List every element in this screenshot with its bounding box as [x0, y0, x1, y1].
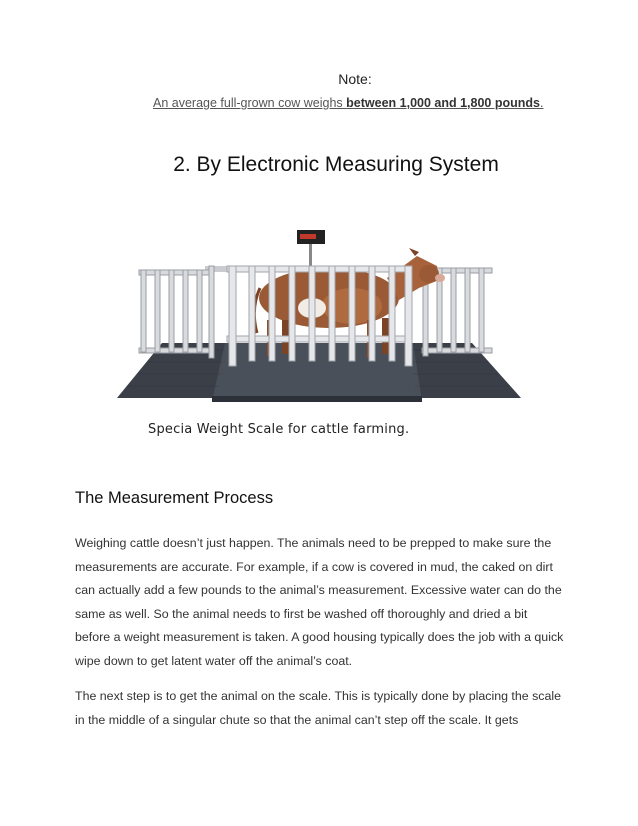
section-title: 2. By Electronic Measuring System: [173, 153, 499, 176]
paragraph-2: The next step is to get the animal on the scale. This is typically done by placing the scale in the middle of a singular chute so that the animal can’t step off the scale. It gets: [75, 689, 562, 727]
note-bold-text: between 1,000 and 1,800 pounds: [346, 96, 540, 110]
note-title: Note:: [338, 71, 372, 87]
note-text: An average full-grown cow weighs: [153, 96, 347, 110]
note-text-end: .: [539, 96, 544, 110]
paragraph-1: Weighing cattle doesn’t just happen. The animals need to be prepped to make sure the measurements are accurate. For example, if a cow is covered in mud, the caked on dirt can actually add a few pounds to the animal’s measurement. Excessive water can do the same as well. So the animal needs to first be washed off thoroughly and dried a bit before a weight measurement is taken. A good housing typically does the job with a quick wipe down to get latent water off the animal’s coat.: [75, 536, 564, 668]
note-link[interactable]: [153, 96, 543, 110]
section-heading: The Measurement Process: [75, 489, 274, 507]
figure-caption: Specia Weight Scale for cattle farming.: [148, 422, 410, 437]
cattle-scale-image: [117, 188, 521, 444]
